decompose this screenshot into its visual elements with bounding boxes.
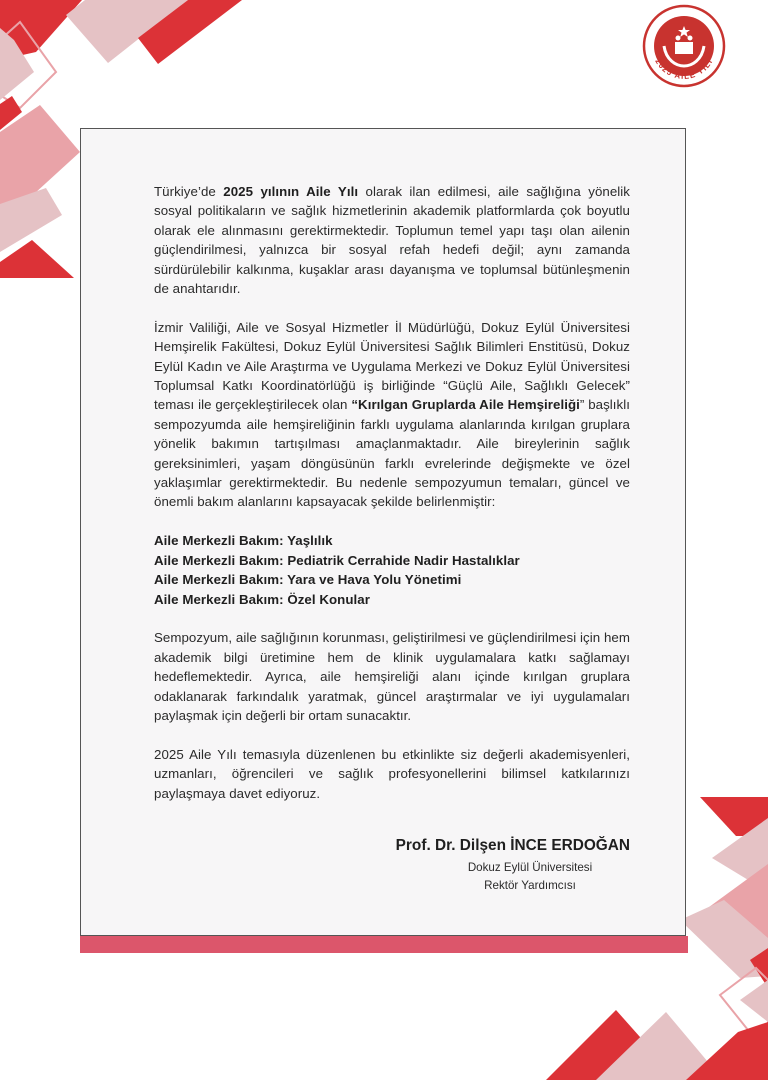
paragraph-goals: Sempozyum, aile sağlığının korunması, geliştirilmesi ve güçlendirilmesi için hem akademik bilgi üretimine hem de klinik uygulamalara katkı sağlamayı hedeflemektedir. Ayrıca, aile hemşireliği alanı içinde kırılgan gruplara odaklanarak farkındalık yaratmak, güncel araştırmalar ve iyi uygulamaları paylaşmak için değerli bir ortam sunacaktır. [154,630,630,723]
paragraph-intro: Türkiye’de 2025 yılının Aile Yılı olarak ilan edilmesi, aile sağlığına yönelik sosyal politikaların ve sağlık hizmetlerinin akademik platformlarda çok boyutlu olarak ele alınmasını gerektirmektedir. Toplumun temel yapı taşı olan ailenin güçlendirilmesi, yalnızca bir sosyal refah hedefi değil; aynı zamanda sürdürülebilir kalkınma, kuşaklar arası dayanışma ve toplumsal bütünleşmenin de anahtarıdır. [154,184,630,297]
deco-red-triangle-right [700,797,768,836]
theme-list [154,531,630,609]
deco-pink-bottom [596,1012,708,1080]
signature-name: Prof. Dr. Dilşen İNCE ERDOĞAN [395,837,630,854]
deco-red-right-mid [750,948,768,988]
deco-salmon-right [694,864,768,970]
family-in-hands-icon [636,2,732,98]
theme-item: Aile Merkezli Bakım: Pediatrik Cerrahide Nadir Hastalıklar [154,552,520,568]
theme-item: Aile Merkezli Bakım: Yara ve Hava Yolu Yönetimi [154,572,462,588]
logo-text: 2025 AİLE YILI [653,57,715,81]
deco-red-triangle-left [0,240,74,278]
deco-red-band-top [0,0,82,60]
deco-pink-left-2 [0,188,62,252]
deco-red-small-left [0,96,22,130]
deco-pink-rect-top [66,0,188,63]
theme-item: Aile Merkezli Bakım: Yaşlılık [154,533,333,549]
signature-title: Rektör Yardımcısı [484,879,576,892]
deco-pink-left-1 [0,28,34,100]
signature-institution: Dokuz Eylül Üniversitesi [467,861,593,874]
symposium-title: “Kırılgan Gruplarda Aile Hemşireliği [351,397,580,413]
aile-yili-logo [636,2,732,98]
highlight-year: 2025 yılının Aile Yılı [223,184,359,199]
deco-red-rect-top [138,0,242,64]
deco-outline-square [0,22,56,108]
deco-pink-right-2 [680,900,768,978]
paragraph-organizers: İzmir Valiliği, Aile ve Sosyal Hizmetler İl Müdürlüğü, Dokuz Eylül Üniversitesi Hemşirelik Fakültesi, Dokuz Eylül Üniversitesi Sağlık Bilimleri Enstitüsü, Dokuz Eylül Kadın ve Aile Araştırma ve Uygulama Merkezi ve Dokuz Eylül Üniversitesi Toplumsal Katkı Koordinatörlüğü iş birliğinde “Güçlü Aile, Sağlıklı Gelecek” teması ile gerçekleştirilecek olan “Kırılgan Gruplarda Aile Hemşireliği” başlıklı sempozyumda aile hemşireliğinin farklı uygulama alanlarında kırılgan gruplara yönelik bakımın tartışılması amaçlanmaktadır. Aile bireylerinin sağlık gereksinimleri, yaşam döngüsünün farklı evrelerinde değişmekte ve özel yaklaşımlar gerektirmektedir. Bu nedenle sempozyumun temaları, güncel ve önemli bakım alanlarını kapsayacak şekilde belirlenmiştir: [154,319,630,510]
deco-red-bottom-2 [686,1022,768,1080]
card-bottom-band [80,936,688,953]
deco-outline-square-right [720,968,768,1048]
deco-red-bottom-1 [546,1010,648,1080]
deco-pink-right-1 [712,818,768,892]
theme-item: Aile Merkezli Bakım: Özel Konular [154,591,370,607]
paragraph-invitation: 2025 Aile Yılı temasıyla düzenlenen bu etkinlikte siz değerli akademisyenleri, uzmanları, öğrencileri ve sağlık profesyonellerini bilimsel katkılarınızı paylaşmaya davet ediyoruz. [154,746,630,801]
deco-pink-right-3 [740,980,768,1022]
deco-salmon-left [0,105,80,225]
letter-body [154,182,630,822]
